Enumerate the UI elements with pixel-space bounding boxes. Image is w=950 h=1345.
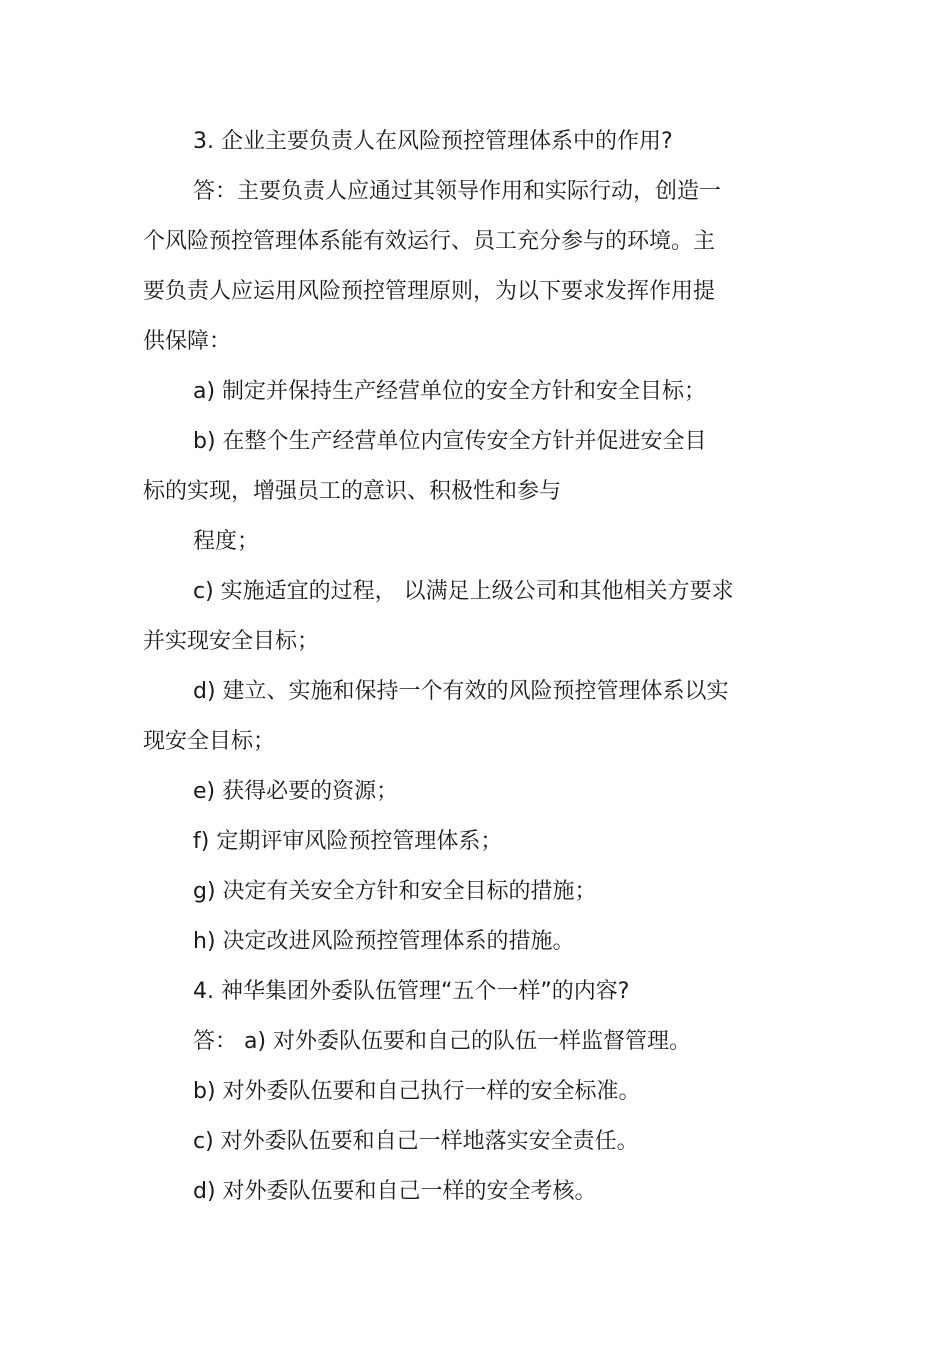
q3-item-d-line-1: d) 建立、实施和保持一个有效的风险预控管理体系以实 — [193, 679, 729, 704]
q3-answer-line-4: 供保障： — [143, 329, 232, 354]
q3-item-b-line-3: 程度； — [193, 529, 260, 554]
q3-item-c-line-2: 并实现安全目标； — [143, 629, 320, 654]
q3-item-g: g) 决定有关安全方针和安全目标的措施； — [193, 879, 597, 904]
q3-answer-line-3: 要负责人应运用风险预控管理原则，为以下要求发挥作用提 — [143, 279, 716, 304]
q3-item-a: a) 制定并保持生产经营单位的安全方针和安全目标； — [193, 379, 707, 404]
q3-item-d-line-2: 现安全目标； — [143, 729, 276, 754]
q4-answer-d: d) 对外委队伍要和自己一样的安全考核。 — [193, 1179, 597, 1204]
q3-item-e: e) 获得必要的资源； — [193, 779, 399, 804]
question-3-title: 3. 企业主要负责人在风险预控管理体系中的作用? — [193, 129, 673, 154]
q3-item-f: f) 定期评审风险预控管理体系； — [193, 829, 503, 854]
q3-item-b-line-2: 标的实现，增强员工的意识、积极性和参与 — [143, 479, 562, 504]
q3-answer-line-2: 个风险预控管理体系能有效运行、员工充分参与的环境。主 — [143, 229, 716, 254]
q4-answer-c: c) 对外委队伍要和自己一样地落实安全责任。 — [193, 1129, 639, 1154]
q3-item-c-line-1: c) 实施适宜的过程， 以满足上级公司和其他相关方要求 — [193, 579, 734, 604]
q3-item-h: h) 决定改进风险预控管理体系的措施。 — [193, 929, 575, 954]
q3-item-b-line-1: b) 在整个生产经营单位内宣传安全方针并促进安全目 — [193, 429, 707, 454]
q4-answer-b: b) 对外委队伍要和自己执行一样的安全标准。 — [193, 1079, 641, 1104]
question-4-title: 4. 神华集团外委队伍管理“五个一样”的内容? — [193, 979, 630, 1004]
q4-answer-a: 答： a) 对外委队伍要和自己的队伍一样监督管理。 — [193, 1029, 692, 1054]
q3-answer-line-1: 答：主要负责人应通过其领导作用和实际行动，创造一 — [193, 179, 722, 204]
